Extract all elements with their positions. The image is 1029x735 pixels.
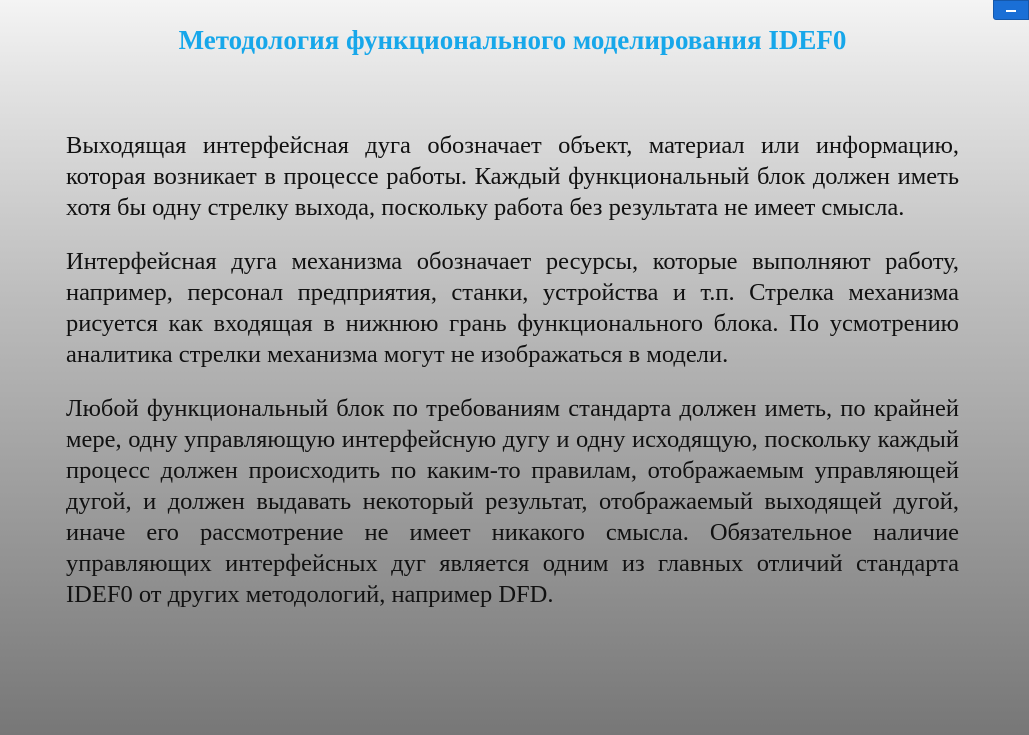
paragraph-mechanism-arc: Интерфейсная дуга механизма обозначает ресурсы, которые выполняют работу, например, персонал предприятия, станки, устройства и т.п. Стрелка механизма рисуется как входящая в нижнюю грань функционального блока. По усмотрению аналитика стрелки механизма могут не изображаться в модели. (66, 248, 959, 368)
minimize-icon (1006, 10, 1016, 12)
slide-body (66, 130, 959, 610)
slide-title: Методология функционального моделирования IDEF0 (178, 25, 847, 55)
minimize-button[interactable] (993, 0, 1029, 20)
paragraph-output-arc: Выходящая интерфейсная дуга обозначает объект, материал или информацию, которая возникает в процессе работы. Каждый функциональный блок должен иметь хотя бы одну стрелку выхода, поскольку работа без результата не имеет смысла. (66, 132, 959, 221)
paragraph-control-arc: Любой функциональный блок по требованиям стандарта должен иметь, по крайней мере, одну управляющую интерфейсную дугу и одну исходящую, поскольку каждый процесс должен происходить по каким-то правилам, отображаемым управляющей дугой, и должен выдавать некоторый результат, отображаемый выходящей дугой, иначе его рассмотрение не имеет никакого смысла. Обязательное наличие управляющих интерфейсных дуг является одним из главных отличий стандарта IDEF0 от других методологий, например DFD. (66, 395, 959, 608)
